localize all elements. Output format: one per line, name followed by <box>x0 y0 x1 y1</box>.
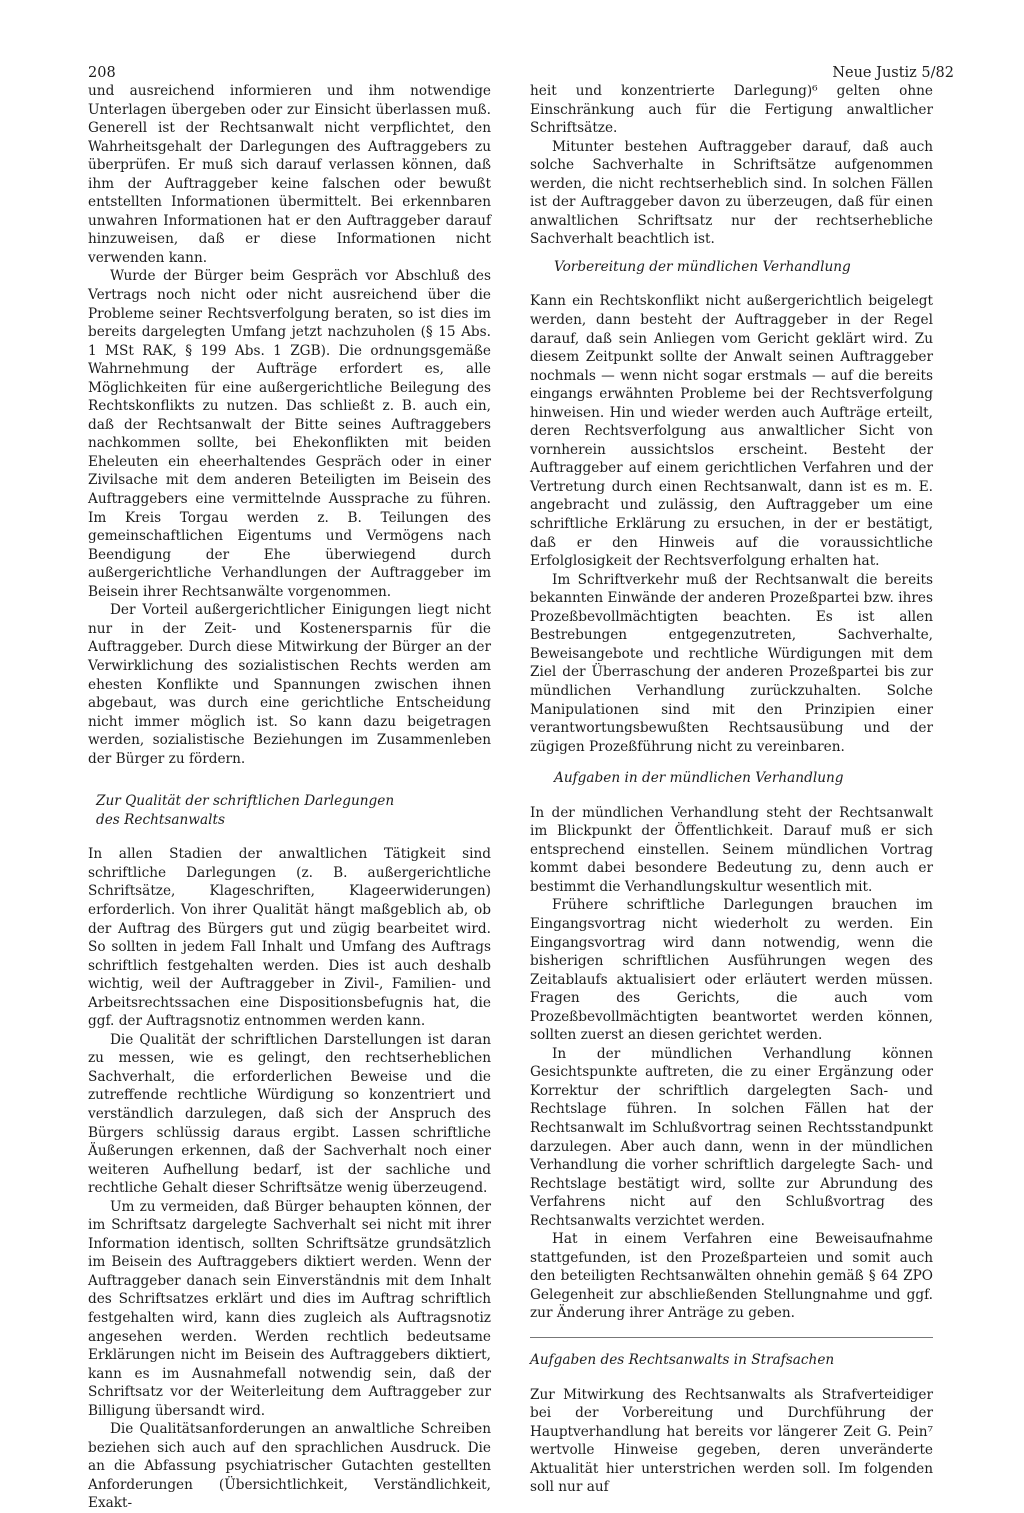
paragraph: Mitunter bestehen Auftraggeber darauf, daß auch solche Sachverhalte in Schriftsätze aufgenommen werden, die nicht rechtserheblich sind. In solchen Fällen ist der Auftraggeber davon zu überzeugen, daß für einen anwaltlichen Schriftsatz nur der rechtserhebliche Sachverhalt beachtlich ist. <box>530 138 933 248</box>
paragraph: In allen Stadien der anwaltlichen Tätigkeit sind schriftliche Darlegungen (z. B. außergerichtliche Schriftsätze, Klageschriften, Klageerwiderungen) erforderlich. Von ihrer Qualität hängt maßgeblich ab, ob der Auftrag des Bürgers gut und zügig bearbeitet wird. So sollten in jedem Fall Inhalt und Umfang des Auftrags schriftlich festgehalten werden. Dies ist auch deshalb wichtig, weil der Auftraggeber in Zivil-, Familien- und Arbeitsrechtssachen eine Dispositionsbefugnis hat, die ggf. der Auftragsnotiz entnommen werden kann. <box>88 846 491 1030</box>
paragraph: Der Vorteil außergerichtlicher Einigungen liegt nicht nur in der Zeit- und Kostenersparnis für die Auftraggeber. Durch diese Mitwirkung der Bürger an der Verwirklichung des sozialistischen Rechts werden am ehesten Konflikte und Spannungen zwischen ihnen abgebaut, was durch eine gerichtliche Entscheidung nicht immer möglich ist. So kann dazu beigetragen werden, sozialistische Beziehungen im Zusammenleben der Bürger zu fördern. <box>88 602 491 767</box>
paragraph: Um zu vermeiden, daß Bürger behaupten können, der im Schriftsatz dargelegte Sachverhalt sei nicht mit ihrer Information identisch, sollten Schriftsätze grundsätzlich im Beisein des Auftraggebers diktiert werden. Wenn der Auftraggeber danach sein Einverständnis mit dem Inhalt des Schriftsatzes erklärt und dies im Auftrag schriftlich festgehalten wird, kann dies zugleich als Auftragsnotiz angesehen werden. Werden rechtlich bedeutsame Erklärungen nicht im Beisein des Auftraggebers diktiert, kann es im Ausnahmefall notwendig sein, daß der Schriftsatz vor der Weiterleitung dem Auftraggeber zur Billigung übersandt wird. <box>88 1198 491 1419</box>
paragraph: Frühere schriftliche Darlegungen brauchen im Eingangsvortrag nicht wiederholt zu werden. Ein Eingangsvortrag wird dann notwendig, wenn die bisherigen schriftlichen Ausführungen wegen des Zeitablaufs aktualisiert oder erläutert werden müssen. Fragen des Gerichts, die auch vom Prozeßbevollmächtigten beantwortet werden können, sollten zuerst an diesen gerichtet werden. <box>530 897 933 1044</box>
paragraph: und ausreichend informieren und ihm notwendige Unterlagen übergeben oder zur Einsicht überlassen muß. Generell ist der Rechtsanwalt nicht verpflichtet, den Wahrheitsgehalt der Darlegungen des Auftraggebers zu überprüfen. Er muß sich darauf verlassen können, daß ihm der Auftraggeber keine falschen oder bewußt entstellten Informationen übermittelt. Bei erkennbaren unwahren Informationen hat er den Auftraggeber darauf hinzuweisen, daß er diese Informationen nicht verwenden kann. <box>88 83 491 266</box>
paragraph: heit und konzentrierte Darlegung)⁶ gelten ohne Einschränkung auch für die Fertigung anwaltlicher Schriftsätze. <box>530 83 933 137</box>
paragraph: Die Qualität der schriftlichen Darstellungen ist daran zu messen, wie es gelingt, den rechtserheblichen Sachverhalt, die erforderlichen Beweise und die zutreffende rechtliche Würdigung so konzentriert und verständlich darzulegen, daß sich der Anspruch des Bürgers schlüssig daraus ergibt. Lassen schriftliche Äußerungen erkennen, daß der Sachverhalt noch einer weiteren Aufhellung bedarf, ist der sachliche und rechtliche Gehalt dieser Schriftsätze wenig überzeugend. <box>88 1031 491 1197</box>
heading-line: Zur Qualität der schriftlichen Darlegungen <box>96 793 395 810</box>
paragraph: Die Qualitätsanforderungen an anwaltliche Schreiben beziehen sich auch auf den sprachlichen Ausdruck. Die an die Abfassung psychiatrischer Gutachten gestellten Anforderungen (Übersichtlichkeit, Verständlichkeit, Exakt- <box>88 1421 491 1512</box>
page-number: 208 <box>88 65 116 81</box>
paragraph: In der mündlichen Verhandlung steht der Rechtsanwalt im Blickpunkt der Öffentlichkeit. Darauf muß er sich entsprechend einstellen. Seinem mündlichen Vortrag kommt dabei besondere Bedeutung zu, denn auch er bestimmt die Verhandlungskultur wesentlich mit. <box>530 804 933 895</box>
paragraph: Wurde der Bürger beim Gespräch vor Abschluß des Vertrags noch nicht oder nicht ausreichend über die Probleme seiner Rechtsverfolgung beraten, so ist dies im bereits dargelegten Umfang jetzt nachzuholen (§ 15 Abs. 1 MSt RAK, § 199 Abs. 1 ZGB). Die ordnungsgemäße Wahrnehmung der Aufträge erfordert es, alle Möglichkeiten für eine außergerichtliche Beilegung des Rechtskonflikts zu nutzen. Das schließt z. B. auch ein, daß der Rechtsanwalt der Bitte seines Auftraggebers nachkommen sollte, bei Ehekonflikten mit beiden Eheleuten ein eheerhaltendes Gespräch oder in einer Zivilsache mit dem anderen Beteiligten im Beisein des Auftraggebers eine vermittelnde Aussprache zu führen. Im Kreis Torgau werden z. B. Teilungen des gemeinschaftlichen Eigentums und Vermögens nach Beendigung der Ehe überwiegend durch außergerichtliche Verhandlungen der Auftraggeber im Beisein ihrer Rechtsanwälte vorgenommen. <box>88 268 491 600</box>
paragraph: Kann ein Rechtskonflikt nicht außergerichtlich beigelegt werden, dann besteht der Auftraggeber in der Regel darauf, daß sein Anliegen vom Gericht geklärt wird. Zu diesem Zeitpunkt sollte der Anwalt seinen Auftraggeber nochmals — wenn nicht sogar erstmals — auf die bereits eingangs erwähnten Probleme bei der Rechtsverfolgung hinweisen. Hin und wieder werden auch Aufträge erteilt, deren Rechtsverfolgung aus anwaltlicher Sicht von vornherein aussichtslos erscheint. Besteht der Auftraggeber auf einem gerichtlichen Verfahren und der Vertretung durch einen Rechtsanwalt, dann ist es m. E. angebracht und zulässig, den Auftraggeber um eine schriftliche Erklärung zu ersuchen, in der er bestätigt, daß er den Hinweis auf die voraussichtliche Erfolglosigkeit der Rechtsverfolgung erhalten hat. <box>530 293 933 570</box>
heading-line: des Rechtsanwalts <box>96 811 225 828</box>
paragraph: Zur Mitwirkung des Rechtsanwalts als Strafverteidiger bei der Vorbereitung und Durchführung der Hauptverhandlung hat bereits vor längerer Zeit G. Pein⁷ wertvolle Hinweise gegeben, deren unveränderte Aktualität hier unterstrichen werden soll. Im folgenden soll nur auf <box>530 1386 933 1496</box>
section-heading: Vorbereitung der mündlichen Verhandlung <box>554 258 851 275</box>
right-column <box>530 82 933 1497</box>
paragraph: Hat in einem Verfahren eine Beweisaufnahme stattgefunden, ist den Prozeßparteien und somit auch den beteiligten Rechtsanwälten ohnehin gemäß § 64 ZPO Gelegenheit zur abschließenden Stellungnahme und ggf. zur Änderung ihrer Anträge zu geben. <box>530 1231 933 1322</box>
section-heading: Aufgaben des Rechtsanwalts in Strafsachen <box>530 1352 835 1368</box>
section-heading <box>88 768 491 845</box>
paragraph: In der mündlichen Verhandlung können Gesichtspunkte auftreten, die zu einer Ergänzung oder Korrektur der schriftlich dargelegten Sach- und Rechtslage führen. In solchen Fällen hat der Rechtsanwalt im Schlußvortrag seinen Rechtsstandpunkt darzulegen. Aber auch dann, wenn in der mündlichen Verhandlung die vorher schriftlich dargelegte Sach- und Rechtslage bestätigt wird, sollte zur Abrundung des Verfahrens nicht auf den Schlußvortrag des Rechtsanwalts verzichtet werden. <box>530 1045 933 1229</box>
left-column <box>88 82 491 1513</box>
paragraph: Im Schriftverkehr muß der Rechtsanwalt die bereits bekannten Einwände der anderen Prozeßpartei bzw. ihres Prozeßbevollmächtigten beachten. Es ist allen Bestrebungen entgegenzutreten, Sachverhalte, Beweisangebote und rechtliche Würdigungen mit dem Ziel der Überraschung der anderen Prozeßpartei bis zur mündlichen Verhandlung zurückzuhalten. Solche Manipulationen sind mit den Prinzipien einer verantwortungsbewußten Rechtsausübung und der zügigen Prozeßführung nicht zu vereinbaren. <box>530 571 933 755</box>
journal-header: Neue Justiz 5/82 <box>832 65 954 81</box>
section-heading: Aufgaben in der mündlichen Verhandlung <box>554 770 844 787</box>
